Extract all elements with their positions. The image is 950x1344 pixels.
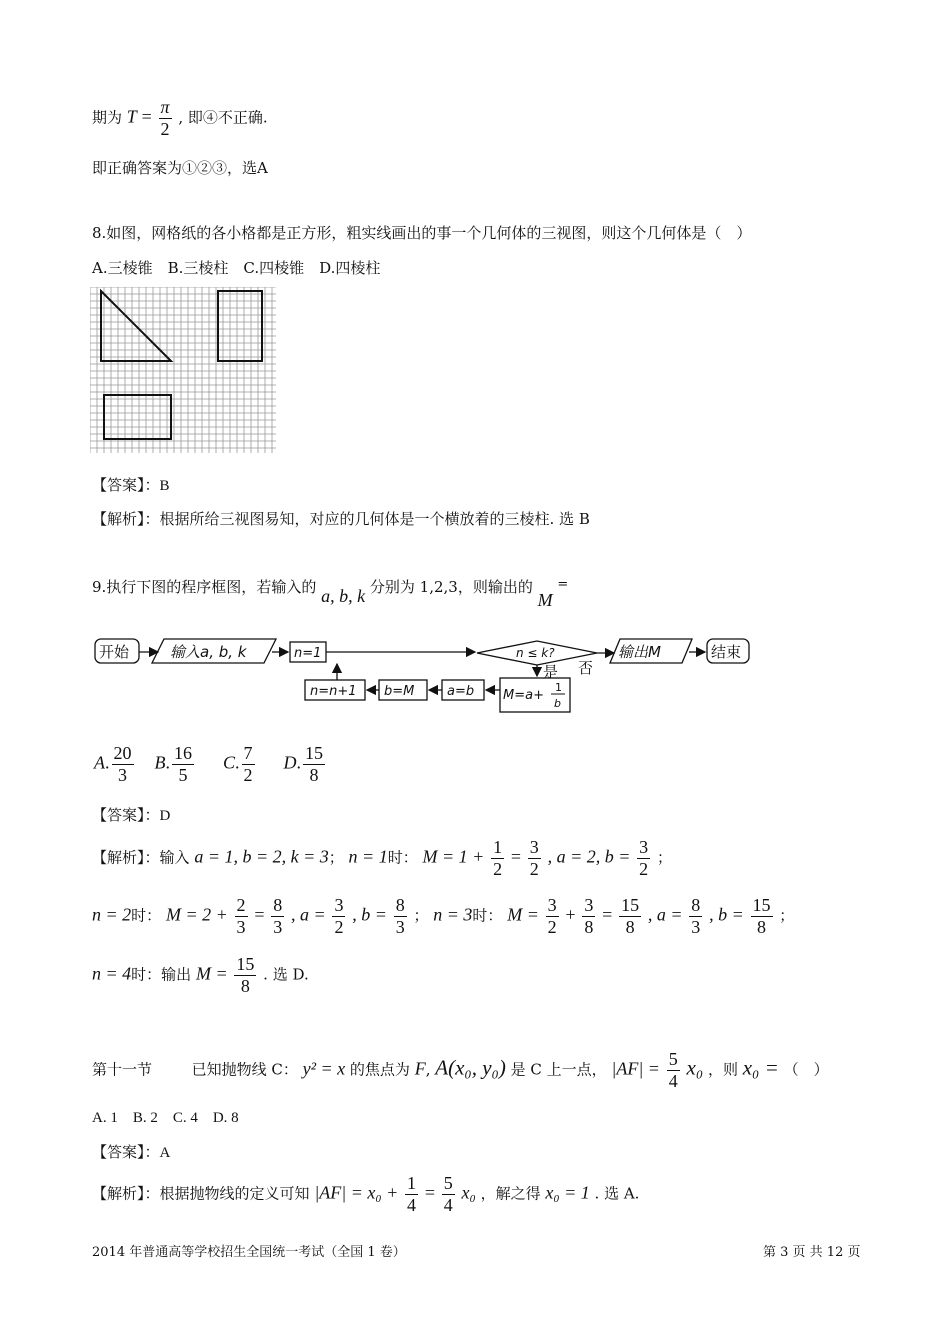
flow-input-label: 输入a, b, k — [170, 643, 247, 661]
flow-no-label: 否 — [578, 659, 594, 677]
question-11-options: A. 1 B. 2 C. 4 D. 8 — [92, 1110, 239, 1126]
option-c-fraction: $\frac{7}{2}$ — [243, 743, 253, 785]
analysis-9-line2: n = 2时： M = 2 + $\frac{2}{3}$ = $\frac{8}{3}$ , a = $\frac{3}{2}$ , b = $\frac{8}{3}$ ； n = 3时： M = $\frac{3}{2}$ + $\frac{3}{8}$ = $\frac{15}{8}$ , a = $\frac{8}{3}$ , b = $\frac{15}{8}$ ； — [92, 895, 795, 937]
flow-init-label: n=1 — [294, 646, 322, 661]
prev-conclusion: 即正确答案为①②③，选A — [92, 159, 268, 177]
footer-exam-title: 2014 年普通高等学校招生全国统一考试（全国 1 卷） — [92, 1245, 406, 1260]
three-view-grid-figure — [90, 287, 278, 453]
footer-page-number: 第 3 页 共 12 页 — [763, 1245, 861, 1260]
flow-step-M-num: 1 — [555, 681, 562, 694]
flow-start-label: 开始 — [99, 643, 130, 661]
flow-cond-label: n ≤ k? — [516, 646, 555, 660]
analysis-11: 【解析】：根据抛物线的定义可知 |AF| = x₀ + $\frac{1}{4}$ = $\frac{5}{4}$ x₀ ，解之得 x₀ = 1 . 选 A. — [92, 1173, 640, 1215]
analysis-8: 【解析】：根据所给三视图易知，对应的几何体是一个横放着的三棱柱. 选 B — [92, 510, 590, 528]
option-b-fraction: $\frac{16}{5}$ — [174, 743, 192, 785]
fraction: $\frac{\pi}{2}$ — [160, 97, 170, 139]
option-d-fraction: $\frac{15}{8}$ — [305, 743, 324, 785]
question-8-options: A.三棱锥 B.三棱柱 C.四棱锥 D.四棱柱 — [92, 259, 381, 277]
answer-8: 【答案】：B — [92, 476, 170, 494]
analysis-9-line1: 【解析】：输入 a = 1, b = 2, k = 3； n = 1时： M = 1 + $\frac{1}{2}$ = $\frac{3}{2}$ , a = 2, b = $\frac{3}{2}$ ； — [92, 837, 672, 879]
flow-step-b-label: b=M — [384, 684, 415, 699]
question-11-text: 第十一节 已知抛物线 C： y² = x 的焦点为 F, A(x₀, y₀) 是 C 上一点， |AF| = $\frac{5}{4}$ x₀ ，则 x₀ = （ ） — [92, 1049, 829, 1091]
answer-9: 【答案】：D — [92, 806, 171, 824]
flow-step-n-label: n=n+1 — [310, 684, 357, 699]
flow-output-label: 输出M — [618, 643, 661, 661]
side-view-rectangle — [218, 291, 262, 361]
option-a-fraction: $\frac{20}{3}$ — [113, 743, 132, 785]
analysis-9-line3: n = 4时：输出 M = $\frac{15}{8}$ . 选 D. — [92, 954, 309, 996]
section-heading: 第十一节 — [92, 1060, 153, 1079]
question-9-options: A. $\frac{20}{3}$ B. $\frac{16}{5}$ C. $\frac{7}{2}$ D. $\frac{15}{8}$ — [94, 743, 324, 785]
flow-end-label: 结束 — [711, 643, 742, 661]
flow-step-M-label: M=a+ — [503, 688, 544, 703]
question-8-text: 8.如图，网格纸的各小格都是正方形，粗实线画出的事一个几何体的三视图，则这个几何体是（ ） — [92, 224, 752, 242]
prev-answer-line: 期为 T = $\frac{\pi}{2}$ , 即④不正确. — [92, 97, 268, 139]
flow-step-M-den: b — [554, 697, 561, 710]
question-9-text: 9.执行下图的程序框图，若输入的 a, b, k 分别为 1,2,3，则输出的 M = — [92, 577, 569, 610]
flow-yes-label: 是 — [543, 663, 559, 681]
program-flowchart — [92, 633, 757, 718]
front-view-triangle — [101, 291, 171, 361]
top-view-rectangle — [104, 395, 171, 439]
flow-step-a-label: a=b — [447, 684, 475, 699]
answer-11: 【答案】：A — [92, 1143, 171, 1161]
